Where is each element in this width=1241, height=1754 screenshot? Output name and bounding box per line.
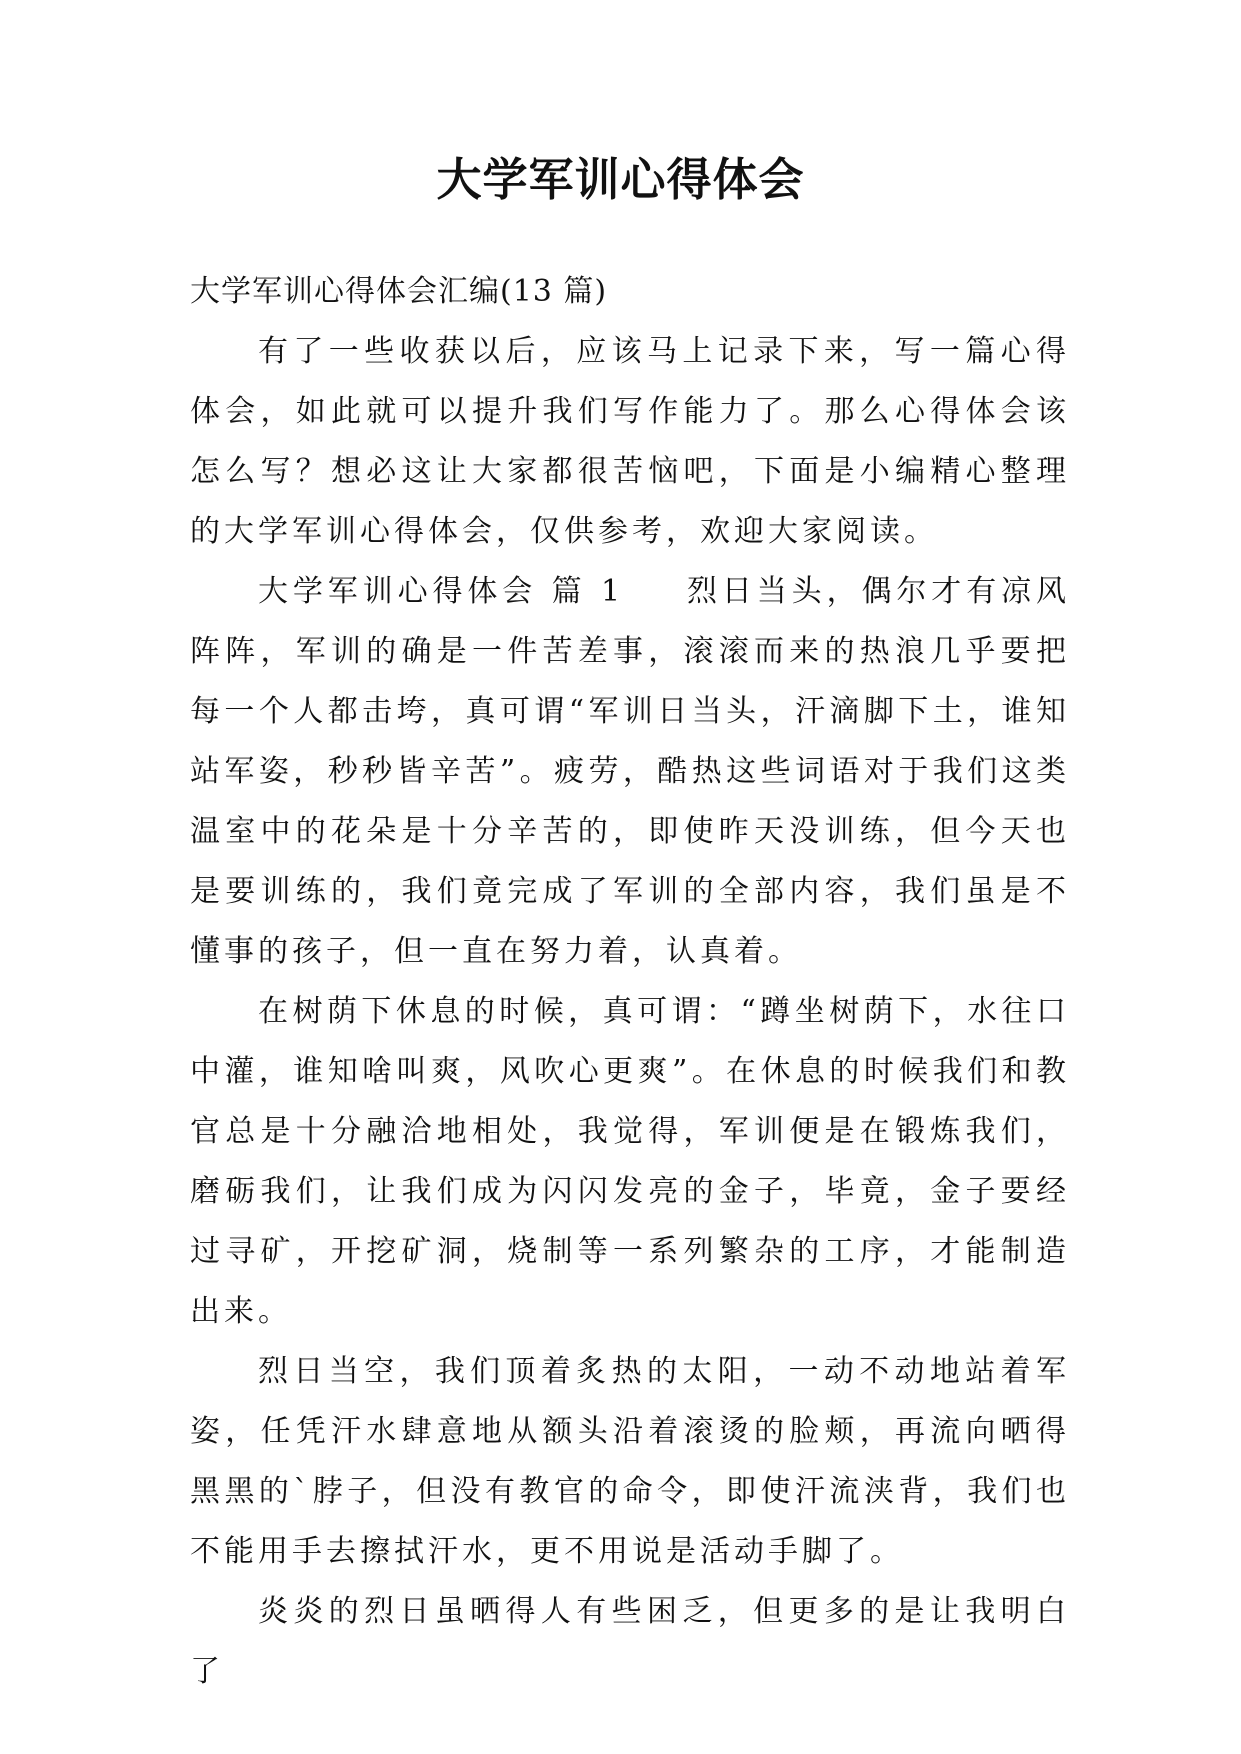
paragraph-4: 炎炎的烈日虽晒得人有些困乏，但更多的是让我明白了 (190, 1594, 1070, 1689)
document-subtitle: 大学军训心得体会汇编(13 篇) (190, 274, 608, 309)
document-body (190, 262, 1070, 1702)
paragraph-3: 烈日当空，我们顶着炙热的太阳，一动不动地站着军姿，任凭汗水肆意地从额头沿着滚烫的脸颊，再流向晒得黑黑的`脖子，但没有教官的命令，即使汗流浃背，我们也不能用手去擦拭汗水，更不用说是活动手脚了。 (190, 1354, 1070, 1569)
document-title: 大学军训心得体会 (436, 153, 805, 206)
section-1-paragraph (190, 562, 1070, 982)
section-1-text: 烈日当头，偶尔才有凉风阵阵，军训的确是一件苦差事，滚滚而来的热浪几乎要把每一个人都击垮，真可谓“军训日当头，汗滴脚下土，谁知站军姿，秒秒皆辛苦”。疲劳，酷热这些词语对于我们这类温室中的花朵是十分辛苦的，即使昨天没训练，但今天也是要训练的，我们竟完成了军训的全部内容，我们虽是不懂事的孩子，但一直在努力着，认真着。 (190, 574, 1070, 969)
paragraph-2: 在树荫下休息的时候，真可谓：“蹲坐树荫下，水往口中灌，谁知啥叫爽，风吹心更爽”。在休息的时候我们和教官总是十分融洽地相处，我觉得，军训便是在锻炼我们，磨砺我们，让我们成为闪闪发亮的金子，毕竟，金子要经过寻矿，开挖矿洞，烧制等一系列繁杂的工序，才能制造出来。 (190, 994, 1070, 1329)
intro-paragraph: 有了一些收获以后，应该马上记录下来，写一篇心得体会，如此就可以提升我们写作能力了。那么心得体会该怎么写？想必这让大家都很苦恼吧，下面是小编精心整理的大学军训心得体会，仅供参考，欢迎大家阅读。 (190, 334, 1070, 549)
section-1-heading: 大学军训心得体会 篇 1 (258, 574, 625, 609)
